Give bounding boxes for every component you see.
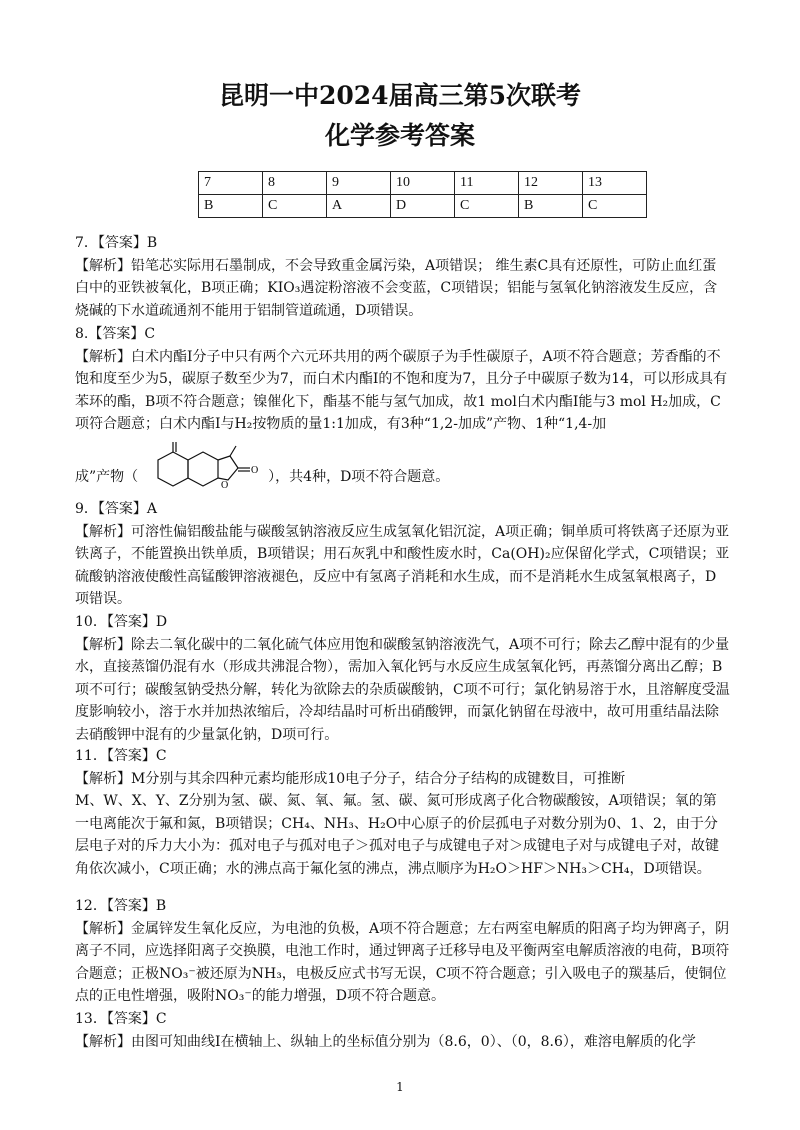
answer-cell: A — [327, 195, 391, 218]
question-number-cell: 9 — [327, 172, 391, 195]
q10-answer: 10．【答案】D — [75, 614, 168, 630]
svg-text:O: O — [251, 464, 259, 476]
q8-answer: 8.【答案】C — [75, 326, 156, 342]
q12-answer: 12．【答案】B — [75, 898, 167, 914]
q13-analysis: 【解析】由图可知曲线Ⅰ在横轴上、纵轴上的坐标值分别为（8.6，0）、（0，8.6），难溶电解质的化学 — [75, 1033, 696, 1050]
answer-cell: D — [391, 195, 455, 218]
answer-cell: B — [519, 195, 583, 218]
page-number: 1 — [396, 1080, 404, 1094]
q9-analysis: 【解析】可溶性偏铝酸盐能与碳酸氢钠溶液反应生成氢氧化铝沉淀，A项正确；铜单质可将铁离子还原为亚铁离子，不能置换出铁单质，B项错误；用石灰乳中和酸性废水时，Ca(OH)₂应保留化学式，C项错误；亚硫酸钠溶液使酸性高锰酸钾溶液褪色，反应中有氢离子消耗和水生成，而不是消耗水生成氢氧根离子，D项错误。 — [75, 523, 730, 607]
answer-table — [198, 171, 647, 218]
q7-analysis: 【解析】铅笔芯实际用石墨制成，不会导致重金属污染，A项错误； 维生素C具有还原性，可防止血红蛋白中的亚铁被氧化，B项正确；KIO₃遇淀粉溶液不会变蓝，C项错误；铝能与氢氧化钠溶液发生反应，含烧碱的下水道疏通剂不能用于铝制管道疏通，D项错误。 — [75, 257, 718, 319]
q8-analysis: 【解析】白术内酯Ⅰ分子中只有两个六元环共用的两个碳原子为手性碳原子，A项不符合题意；芳香酯的不饱和度至少为5，碳原子数至少为7，而白术内酯Ⅰ的不饱和度为7，且分子中碳原子数为14，可以形成具有苯环的酯，B项不符合题意；镍催化下，酯基不能与氢气加成，故1 mol白术内酯Ⅰ能与3 mol H₂加成，C项符合题意；白术内酯Ⅰ与H₂按物质的量1:1加成，有3种“1,2-加成”产物、1种“1,4-加 — [75, 348, 728, 432]
question-11-block — [75, 745, 730, 880]
question-number-cell: 13 — [583, 172, 647, 195]
question-8-block — [75, 323, 730, 511]
answer-cell: C — [455, 195, 519, 218]
answer-cell: B — [199, 195, 263, 218]
answer-cell: C — [263, 195, 327, 218]
question-9-block — [75, 498, 730, 611]
molecule-structure-icon — [138, 442, 268, 504]
q8-analysis-end-b: ），共4种，D项不符合题意。 — [268, 468, 450, 485]
question-12-block — [75, 895, 730, 1008]
q11-analysis-b: M、W、X、Y、Z分别为氢、碳、氮、氧、氟。氢、碳、氮可形成离子化合物碳酸铵，A项错误；氧的第一电离能次于氟和氮，B项错误；CH₄、NH₃、H₂O中心原子的价层孤电子对数分别为0、1、2，由于分层电子对的斥力大小为：孤对电子与孤对电子＞孤对电子与成键电子对＞成键电子对与成键电子对，故键角依次减小，C项正确；水的沸点高于氟化氢的沸点，沸点顺序为H₂O＞HF＞NH₃＞CH₄，D项错误。 — [75, 793, 719, 877]
svg-text:O: O — [221, 479, 229, 491]
question-number-cell: 11 — [455, 172, 519, 195]
q13-answer: 13．【答案】C — [75, 1011, 167, 1027]
q8-analysis-end-a: 成”产物（ — [75, 468, 139, 485]
q12-analysis: 【解析】金属锌发生氧化反应，为电池的负极，A项不符合题意；左右两室电解质的阳离子均为钾离子，阴离子不同，应选择阳离子交换膜，电池工作时，通过钾离子迁移导电及平衡两室电解质溶液的电荷，B项符合题意；正极NO₃⁻被还原为NH₃，电极反应式书写无误，C项不符合题意；引入吸电子的羰基后，使铜位点的正电性增强，吸附NO₃⁻的能力增强，D项不符合题意。 — [75, 920, 730, 1004]
answer-table-number-row — [199, 172, 647, 195]
question-number-cell: 10 — [391, 172, 455, 195]
question-10-block — [75, 611, 730, 746]
q10-analysis: 【解析】除去二氧化碳中的二氧化硫气体应用饱和碳酸氢钠溶液洗气，A项不可行；除去乙醇中混有的少量水，直接蒸馏仍混有水（形成共沸混合物），需加入氧化钙与水反应生成氢氧化钙，再蒸馏分离出乙醇；B项不可行；碳酸氢钠受热分解，转化为欲除去的杂质碳酸钠，C项不可行；氯化钠易溶于水，且溶解度受温度影响较小，溶于水并加热浓缩后，冷却结晶时可析出硝酸钾，而氯化钠留在母液中，故可用重结晶法除去硝酸钾中混有的少量氯化钠，D项可行。 — [75, 636, 730, 743]
answer-cell: C — [583, 195, 647, 218]
document-subtitle: 化学参考答案 — [324, 121, 475, 150]
question-number-cell: 12 — [519, 172, 583, 195]
question-13-block — [75, 1008, 730, 1053]
document-title: 昆明一中2024届高三第5次联考 — [219, 81, 581, 110]
question-number-cell: 8 — [263, 172, 327, 195]
question-number-cell: 7 — [199, 172, 263, 195]
question-7-block — [75, 232, 730, 322]
q11-analysis-a: 【解析】M分别与其余四种元素均能形成10电子分子，结合分子结构的成键数目，可推断 — [75, 770, 626, 787]
q9-answer: 9．【答案】A — [75, 501, 158, 517]
q11-answer: 11．【答案】C — [75, 748, 167, 764]
q7-answer: 7．【答案】B — [75, 235, 158, 251]
answer-table-answer-row — [199, 195, 647, 218]
